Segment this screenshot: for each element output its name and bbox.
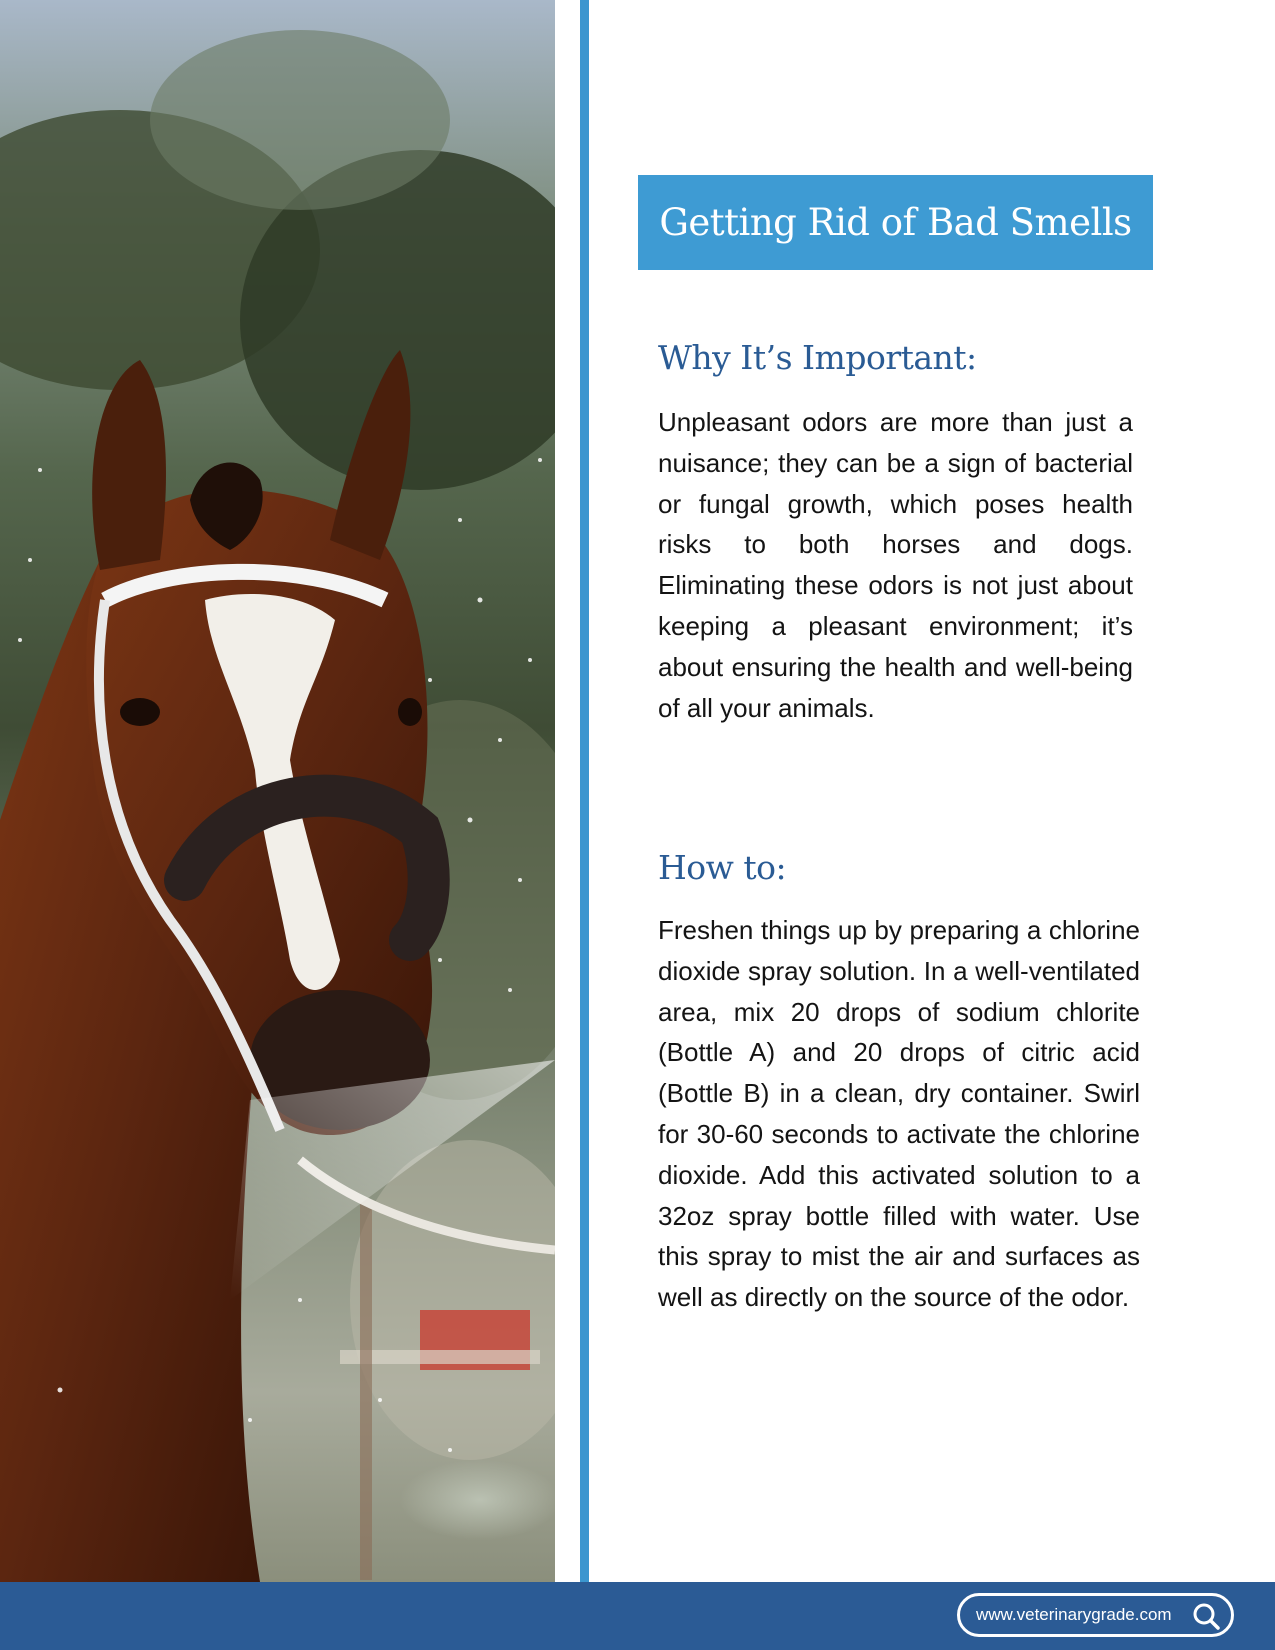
page-title: Getting Rid of Bad Smells (659, 201, 1132, 244)
section-body-how: Freshen things up by preparing a chlorine dioxide spray solution. In a well-ventilated area, mix 20 drops of sodium chlorite (Bottle A) and 20 drops of citric acid (Bottle B) in a clean, dry container. Swirl for 30-60 seconds to activate the chlorine dioxide. Add this activated solution to a 32oz spray bottle filled with water. Use this spray to mist the air and surfaces as well as directly on the source of the odor. (658, 915, 1140, 1313)
section-heading-how: How to: (658, 848, 787, 887)
page-title-banner (638, 175, 1153, 270)
search-icon[interactable] (1191, 1601, 1221, 1631)
divider-accent-line (580, 0, 589, 1582)
website-link[interactable] (957, 1593, 1234, 1637)
horse-photo (0, 0, 555, 1582)
section-heading-why: Why It’s Important: (658, 338, 977, 377)
horse-illustration (0, 0, 555, 1582)
website-url[interactable]: www.veterinarygrade.com (976, 1605, 1172, 1624)
divider-white (555, 0, 580, 1582)
section-body-why: Unpleasant odors are more than just a nuisance; they can be a sign of bacterial or fungal growth, which poses health risks to both horses and dogs. Eliminating these odors is not just about keeping a pleasant environment; it’s about ensuring the health and well-being of all your animals. (658, 407, 1133, 723)
